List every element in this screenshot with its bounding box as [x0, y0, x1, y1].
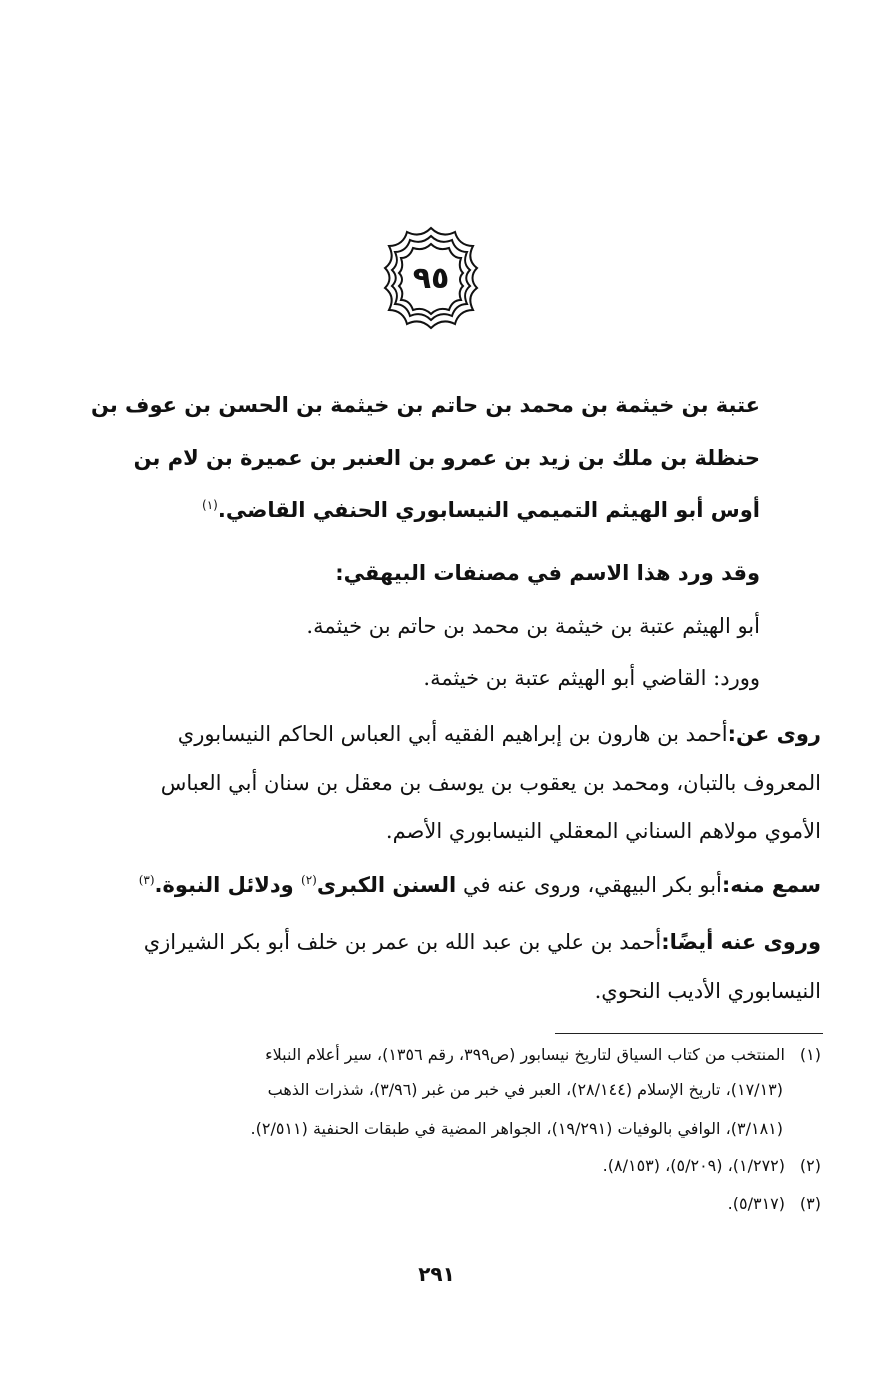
also-narrated-line-2: النيسابوري الأديب النحوي.: [594, 979, 821, 1003]
name-line-3-text: أوس أبو الهيثم التميمي النيسابوري الحنفي القاضي.: [217, 498, 760, 522]
heard-from-him-label: سمع منه:: [721, 873, 821, 897]
narrated-from-label: روى عن:: [727, 722, 821, 746]
footnote-ref-1: (١): [202, 498, 218, 512]
also-narrated-text-1: أحمد بن علي بن عبد الله بن عمر بن خلف أبو بكر الشيرازي: [143, 930, 662, 954]
also-narrated-label: وروى عنه أيضًا:: [661, 930, 821, 954]
narrated-from-line-3: الأموي مولاهم السناني المعقلي النيسابوري الأصم.: [385, 819, 821, 843]
book-title-dalail: ودلائل النبوة.: [154, 873, 302, 897]
footnote-3-text: (٥/٣١٧).: [727, 1194, 785, 1213]
book-title-sunan: السنن الكبرى: [316, 873, 457, 897]
footnote-ref-3: (٣): [138, 873, 155, 887]
footnote-1-line-1: [265, 1045, 821, 1064]
footnote-2-number: (٢): [799, 1156, 821, 1175]
also-narrated-line-1: [144, 930, 821, 954]
footnote-3-line: [728, 1194, 821, 1213]
occurrence-2: وورد: القاضي أبو الهيثم عتبة بن خيثمة.: [423, 666, 760, 690]
footnote-2-text: (١/٢٧٢)، (٥/٢٠٩)، (٨/١٥٣).: [602, 1156, 785, 1175]
heard-from-him-line: [139, 873, 821, 897]
footnote-1-number: (١): [799, 1045, 821, 1064]
occurrence-1: أبو الهيثم عتبة بن خيثمة بن محمد بن حاتم بن خيثمة.: [306, 614, 760, 638]
name-line-2: حنظلة بن ملك بن زيد بن عمرو بن العنبر بن عميرة بن لام بن: [133, 446, 760, 470]
entry-number: ٩٥: [412, 260, 450, 296]
footnote-1-line-3: (٣/١٨١)، الوافي بالوفيات (١٩/٢٩١)، الجواهر المضية في طبقات الحنفية (٢/٥١١).: [250, 1119, 783, 1138]
footnote-separator: [555, 1033, 823, 1034]
heard-from-him-text-a: أبو بكر البيهقي، وروى عنه في: [456, 873, 722, 897]
entry-number-emblem: [375, 222, 487, 334]
footnote-2-line: [603, 1156, 821, 1175]
narrated-from-text-1: أحمد بن هارون بن إبراهيم الفقيه أبي العباس الحاكم النيسابوري: [177, 722, 728, 746]
narrated-from-line-1: [178, 722, 821, 746]
footnote-ref-2: (٢): [301, 873, 317, 887]
footnote-3-number: (٣): [799, 1194, 821, 1213]
name-line-3: [202, 498, 760, 522]
name-line-1: عتبة بن خيثمة بن محمد بن حاتم بن خيثمة بن الحسن بن عوف بن: [90, 393, 760, 417]
narrated-from-line-2: المعروف بالتبان، ومحمد بن يعقوب بن يوسف بن معقل بن سنان أبي العباس: [160, 771, 821, 795]
occurrence-intro: وقد ورد هذا الاسم في مصنفات البيهقي:: [335, 561, 760, 585]
footnote-1-line-2: (١٧/١٣)، تاريخ الإسلام (٢٨/١٤٤)، العبر في خبر من غبر (٣/٩٦)، شذرات الذهب: [267, 1080, 783, 1099]
page-number: ٢٩١: [418, 1262, 455, 1286]
footnote-1-text-1: المنتخب من كتاب السياق لتاريخ نيسابور (ص٣٩٩، رقم ١٣٥٦)، سير أعلام النبلاء: [265, 1045, 785, 1064]
